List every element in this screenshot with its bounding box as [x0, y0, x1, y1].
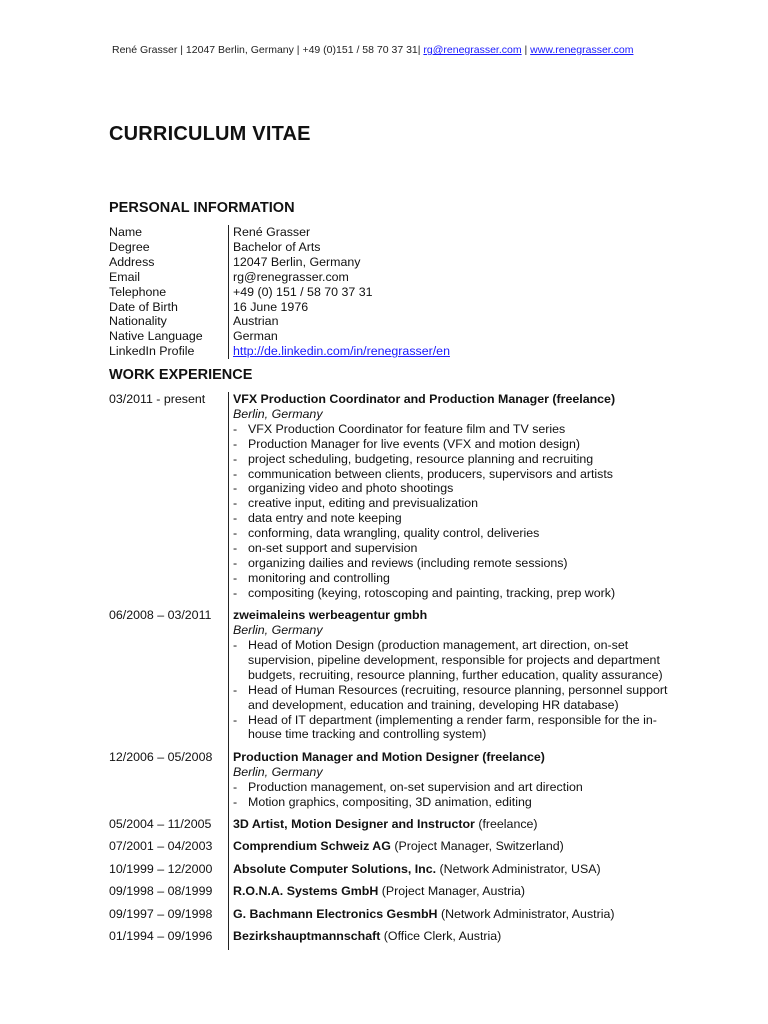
- job-bullet: - project scheduling, budgeting, resource planning and recruiting: [233, 452, 673, 467]
- row-gap: [109, 854, 709, 862]
- header-separator: |: [521, 44, 531, 56]
- job-bullet: - conforming, data wrangling, quality control, deliveries: [233, 526, 673, 541]
- pi-value: Austrian: [228, 314, 278, 329]
- short-job-entry: [109, 817, 709, 832]
- job-bullet: - creative input, editing and previsualization: [233, 496, 673, 511]
- linkedin-link[interactable]: http://de.linkedin.com/in/renegrasser/en: [233, 344, 450, 359]
- job-date: 09/1997 – 09/1998: [109, 906, 213, 921]
- pi-row-name: [109, 225, 450, 240]
- pi-value: Bachelor of Arts: [228, 240, 320, 255]
- pi-label: Address: [109, 254, 155, 269]
- job-bullet: - Motion graphics, compositing, 3D animation, editing: [233, 795, 673, 810]
- job-detail: (freelance): [474, 816, 538, 831]
- row-gap: [109, 877, 709, 885]
- pi-label: Telephone: [109, 284, 167, 299]
- job-body: [228, 817, 673, 832]
- personal-info-table: [109, 225, 450, 359]
- job-entry: [109, 392, 709, 601]
- job-title: Bezirkshauptmannschaft: [233, 929, 381, 943]
- short-job-entry: [109, 839, 709, 854]
- job-bullets: [233, 780, 673, 810]
- job-bullet: - on-set support and supervision: [233, 541, 673, 556]
- pi-value: [228, 344, 450, 359]
- job-bullet: - Head of Human Resources (recruiting, resource planning, personnel support and development, education and training, developing HR database): [233, 683, 673, 713]
- job-bullet: - VFX Production Coordinator for feature film and TV series: [233, 422, 673, 437]
- job-date: 07/2001 – 04/2003: [109, 839, 213, 854]
- job-detail: (Project Manager, Austria): [378, 884, 525, 899]
- header-email-link[interactable]: rg@renegrasser.com: [423, 44, 522, 56]
- job-detail: (Network Administrator, Austria): [437, 906, 615, 921]
- job-body: [228, 862, 673, 877]
- job-location: Berlin, Germany: [233, 406, 323, 421]
- job-date: 10/1999 – 12/2000: [109, 861, 213, 876]
- job-title: Comprendium Schweiz AG: [233, 839, 391, 854]
- pi-value: rg@renegrasser.com: [228, 270, 349, 285]
- pi-label: Native Language: [109, 329, 203, 344]
- pi-label: Nationality: [109, 314, 167, 329]
- job-bullet: - data entry and note keeping: [233, 511, 673, 526]
- job-body: [228, 750, 673, 810]
- short-job-entry: [109, 862, 709, 877]
- row-gap: [109, 601, 709, 609]
- row-gap: [109, 899, 709, 907]
- row-gap: [109, 809, 709, 817]
- job-bullet: - Head of Motion Design (production management, art direction, on-set supervision, pipeline development, responsible for projects and department budgets, recruiting, resource planning, further education, quality assurance): [233, 638, 673, 683]
- job-body: [228, 608, 673, 742]
- row-gap: [109, 742, 709, 750]
- job-entry: [109, 608, 709, 742]
- pi-label: Email: [109, 269, 140, 284]
- job-body: [228, 392, 673, 601]
- pi-row-telephone: [109, 285, 450, 300]
- row-gap: [109, 922, 709, 930]
- work-experience-table: [109, 392, 709, 950]
- pi-row-degree: [109, 240, 450, 255]
- header-website-link[interactable]: www.renegrasser.com: [530, 44, 634, 56]
- job-date: 03/2011 - present: [109, 392, 206, 406]
- job-body: [228, 929, 673, 950]
- job-bullet: - Production Manager for live events (VFX and motion design): [233, 437, 673, 452]
- job-bullet: - communication between clients, producers, supervisors and artists: [233, 467, 673, 482]
- job-title: Absolute Computer Solutions, Inc.: [233, 861, 437, 876]
- job-detail: (Project Manager, Switzerland): [390, 839, 564, 854]
- job-location: Berlin, Germany: [233, 623, 323, 638]
- job-bullet: - organizing dailies and reviews (including remote sessions): [233, 556, 673, 571]
- job-location: Berlin, Germany: [233, 764, 323, 779]
- pi-label: Name: [109, 225, 143, 239]
- job-bullet: - monitoring and controlling: [233, 571, 673, 586]
- job-date: 01/1994 – 09/1996: [109, 929, 213, 943]
- job-date: 09/1998 – 08/1999: [109, 884, 213, 899]
- job-title: zweimaleins werbeagentur gmbh: [233, 608, 428, 623]
- job-title: VFX Production Coordinator and Production Manager (freelance): [233, 392, 616, 406]
- job-bullet: - organizing video and photo shootings: [233, 481, 673, 496]
- short-job-entry: [109, 884, 709, 899]
- job-bullet: - Head of IT department (implementing a render farm, responsible for the in-house time tracking and controlling system): [233, 713, 673, 743]
- job-detail: (Network Administrator, USA): [436, 861, 601, 876]
- pi-row-nationality: [109, 314, 450, 329]
- job-detail: (Office Clerk, Austria): [380, 929, 502, 943]
- job-bullet: - Production management, on-set supervision and art direction: [233, 780, 673, 795]
- pi-row-birthdate: [109, 300, 450, 315]
- pi-row-address: [109, 255, 450, 270]
- contact-text: René Grasser | 12047 Berlin, Germany | +49 (0)151 / 58 70 37 31|: [112, 44, 424, 56]
- row-gap: [109, 832, 709, 840]
- pi-value: 12047 Berlin, Germany: [228, 255, 360, 270]
- job-bullets: [233, 422, 673, 601]
- job-date: 05/2004 – 11/2005: [109, 816, 212, 831]
- pi-row-linkedin: [109, 344, 450, 359]
- pi-value: German: [228, 329, 278, 344]
- pi-label: Date of Birth: [109, 299, 178, 314]
- job-body: [228, 839, 673, 854]
- job-title: Production Manager and Motion Designer (freelance): [233, 749, 545, 764]
- pi-row-language: [109, 329, 450, 344]
- job-date: 12/2006 – 05/2008: [109, 749, 213, 764]
- job-bullets: [233, 638, 673, 742]
- job-entry: [109, 750, 709, 810]
- personal-info-heading: PERSONAL INFORMATION: [109, 200, 295, 216]
- job-body: [228, 884, 673, 899]
- pi-value: 16 June 1976: [228, 300, 308, 315]
- pi-value: +49 (0) 151 / 58 70 37 31: [228, 285, 373, 300]
- job-body: [228, 907, 673, 922]
- short-job-entry: [109, 929, 709, 950]
- contact-header: [112, 44, 633, 56]
- pi-row-email: [109, 270, 450, 285]
- job-title: G. Bachmann Electronics GesmbH: [233, 906, 438, 921]
- pi-label: Degree: [109, 239, 150, 254]
- job-date: 06/2008 – 03/2011: [109, 608, 212, 623]
- job-title: R.O.N.A. Systems GmbH: [233, 884, 379, 899]
- short-job-entry: [109, 907, 709, 922]
- pi-value: René Grasser: [228, 225, 310, 240]
- page-title: CURRICULUM VITAE: [109, 123, 311, 145]
- pi-label: LinkedIn Profile: [109, 344, 195, 359]
- work-experience-heading: WORK EXPERIENCE: [109, 367, 253, 383]
- job-title: 3D Artist, Motion Designer and Instructor: [233, 816, 475, 831]
- job-bullet: - compositing (keying, rotoscoping and painting, tracking, prep work): [233, 586, 673, 601]
